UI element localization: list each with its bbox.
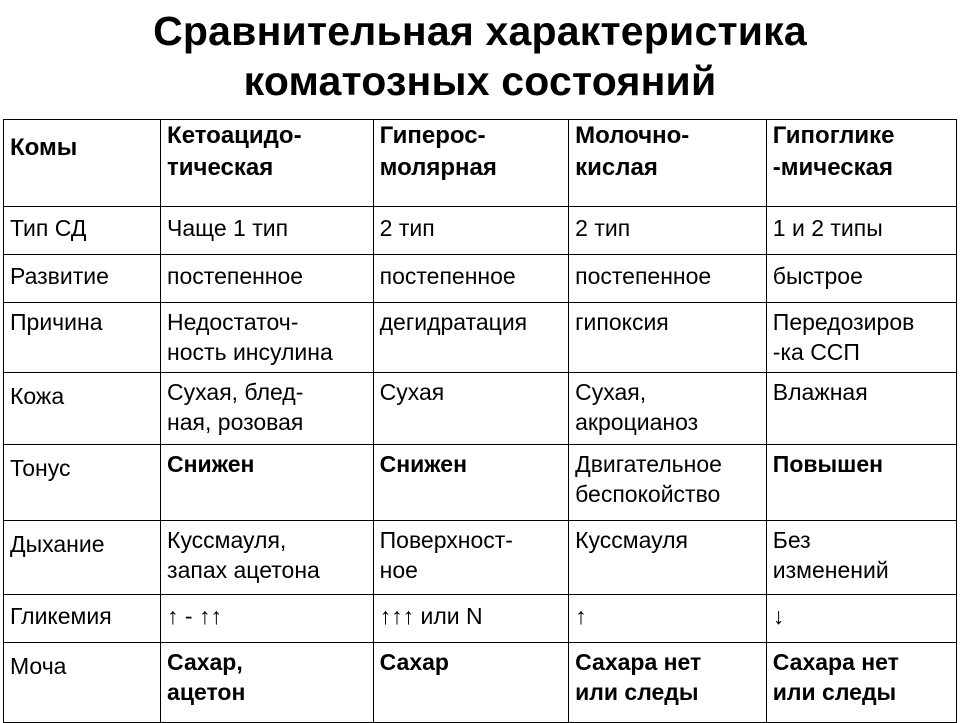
cell-text-line: Кетоацидо- <box>167 122 302 149</box>
cell-text-line: Чаще 1 тип <box>167 215 289 241</box>
table-row <box>4 255 957 303</box>
cell-text-line: постепенное <box>575 263 712 289</box>
cell-text-line: постепенное <box>167 263 304 289</box>
cell-text-line: 2 тип <box>575 215 631 241</box>
cell-text-line: кислая <box>575 154 658 181</box>
cell-text-line: изменений <box>772 557 889 583</box>
cell-text-line: Гиперос- <box>379 122 486 149</box>
cell-text-line: Повышен <box>772 451 883 477</box>
cell-text-line: ↓ <box>772 603 785 629</box>
cell-text-line: постепенное <box>379 263 516 289</box>
cell-text-line: Куссмауля <box>575 527 688 553</box>
table-cell <box>569 643 767 723</box>
cell-text-line: Сухая, <box>575 379 647 405</box>
cell-text-line: дегидратация <box>379 309 528 335</box>
table-cell <box>569 255 767 303</box>
row-label-text: Причина <box>10 309 103 335</box>
cell-text-line: Сахара нет <box>575 649 702 675</box>
header-cell <box>569 120 767 207</box>
table-cell <box>373 207 569 255</box>
cell-text-line: 2 тип <box>379 215 435 241</box>
cell-text-line: Двигательное <box>575 451 722 477</box>
table-row <box>4 521 957 595</box>
cell-text-line: -ка ССП <box>772 339 860 365</box>
table-cell <box>766 373 956 445</box>
cell-text-line: ↑↑↑ или N <box>379 603 483 629</box>
header-cell <box>766 120 956 207</box>
cell-text-line: Комы <box>10 134 78 161</box>
row-label <box>4 373 161 445</box>
cell-text-line: Снижен <box>379 451 467 477</box>
cell-text-line: -мическая <box>772 154 893 181</box>
table-cell <box>161 207 374 255</box>
cell-text-line: Без <box>772 527 811 553</box>
cell-text-line: ↑ <box>575 603 587 629</box>
row-label-text: Развитие <box>10 263 109 289</box>
cell-text-line: гипоксия <box>575 309 669 335</box>
table-row <box>4 445 957 521</box>
table-cell <box>766 255 956 303</box>
cell-text-line: Сухая <box>379 379 445 405</box>
table-cell <box>766 643 956 723</box>
table-cell <box>766 207 956 255</box>
table-row <box>4 207 957 255</box>
row-label <box>4 445 161 521</box>
cell-text-line: беспокойство <box>575 481 721 507</box>
slide-title-line-1: Сравнительная характеристика <box>153 8 807 54</box>
cell-text-line: Сахар <box>379 649 449 675</box>
row-label-text: Гликемия <box>10 603 112 629</box>
header-cell <box>373 120 569 207</box>
table-cell <box>161 445 374 521</box>
row-label-text: Тип СД <box>10 215 87 241</box>
table-cell <box>569 303 767 373</box>
cell-text-line: запах ацетона <box>167 557 320 583</box>
cell-text-line: Сухая, блед- <box>167 379 304 405</box>
row-label <box>4 255 161 303</box>
table-cell <box>373 643 569 723</box>
cell-text-line: Сахара нет <box>772 649 899 675</box>
cell-text-line: молярная <box>379 154 497 181</box>
cell-text-line: или следы <box>772 679 897 705</box>
row-label-text: Моча <box>10 653 67 679</box>
table-row <box>4 373 957 445</box>
cell-text-line: или следы <box>575 679 699 705</box>
table-cell <box>373 303 569 373</box>
cell-text-line: Снижен <box>167 451 255 477</box>
cell-text-line: Влажная <box>772 379 868 405</box>
table-cell <box>161 595 374 643</box>
cell-text-line: Поверхност- <box>379 527 513 553</box>
row-label <box>4 303 161 373</box>
table-cell <box>373 521 569 595</box>
row-label-text: Дыхание <box>10 531 105 557</box>
row-label <box>4 207 161 255</box>
table-cell <box>569 373 767 445</box>
row-label-text: Тонус <box>10 455 71 481</box>
cell-text-line: Гипоглике <box>772 122 895 149</box>
slide-title <box>0 6 960 106</box>
table-cell <box>766 445 956 521</box>
table-cell <box>373 445 569 521</box>
table-cell <box>373 595 569 643</box>
cell-text-line: быстрое <box>772 263 863 289</box>
row-label <box>4 643 161 723</box>
table-cell <box>766 521 956 595</box>
table-row <box>4 303 957 373</box>
table-row <box>4 643 957 723</box>
table-cell <box>161 643 374 723</box>
cell-text-line: тическая <box>167 154 274 181</box>
table-cell <box>373 255 569 303</box>
cell-text-line: ↑ - ↑↑ <box>167 603 222 629</box>
row-label-text: Кожа <box>10 383 65 409</box>
table-cell <box>766 303 956 373</box>
cell-text-line: Передозиров <box>772 309 915 335</box>
table-cell <box>569 207 767 255</box>
table-cell <box>373 373 569 445</box>
table-cell <box>161 303 374 373</box>
cell-text-line: Недостаточ- <box>167 309 299 335</box>
comparison-table-body <box>4 120 957 723</box>
row-label <box>4 595 161 643</box>
cell-text-line: ная, розовая <box>167 409 304 435</box>
cell-text-line: ацетон <box>167 679 246 705</box>
header-cell-comas <box>4 120 161 207</box>
table-row <box>4 595 957 643</box>
table-cell <box>161 255 374 303</box>
cell-text-line: Молочно- <box>575 122 690 149</box>
table-cell <box>766 595 956 643</box>
table-cell <box>161 373 374 445</box>
table-cell <box>569 521 767 595</box>
cell-text-line: 1 и 2 типы <box>772 215 883 241</box>
header-cell <box>161 120 374 207</box>
cell-text-line: Сахар, <box>167 649 243 675</box>
table-header-row <box>4 120 957 207</box>
slide-title-line-2: коматозных состояний <box>243 58 717 104</box>
table-cell <box>569 445 767 521</box>
cell-text-line: Куссмауля, <box>167 527 287 553</box>
cell-text-line: ность инсулина <box>167 339 333 365</box>
cell-text-line: ное <box>379 557 418 583</box>
table-cell <box>161 521 374 595</box>
cell-text-line: акроцианоз <box>575 409 699 435</box>
comparison-table <box>3 119 957 723</box>
table-cell <box>569 595 767 643</box>
row-label <box>4 521 161 595</box>
